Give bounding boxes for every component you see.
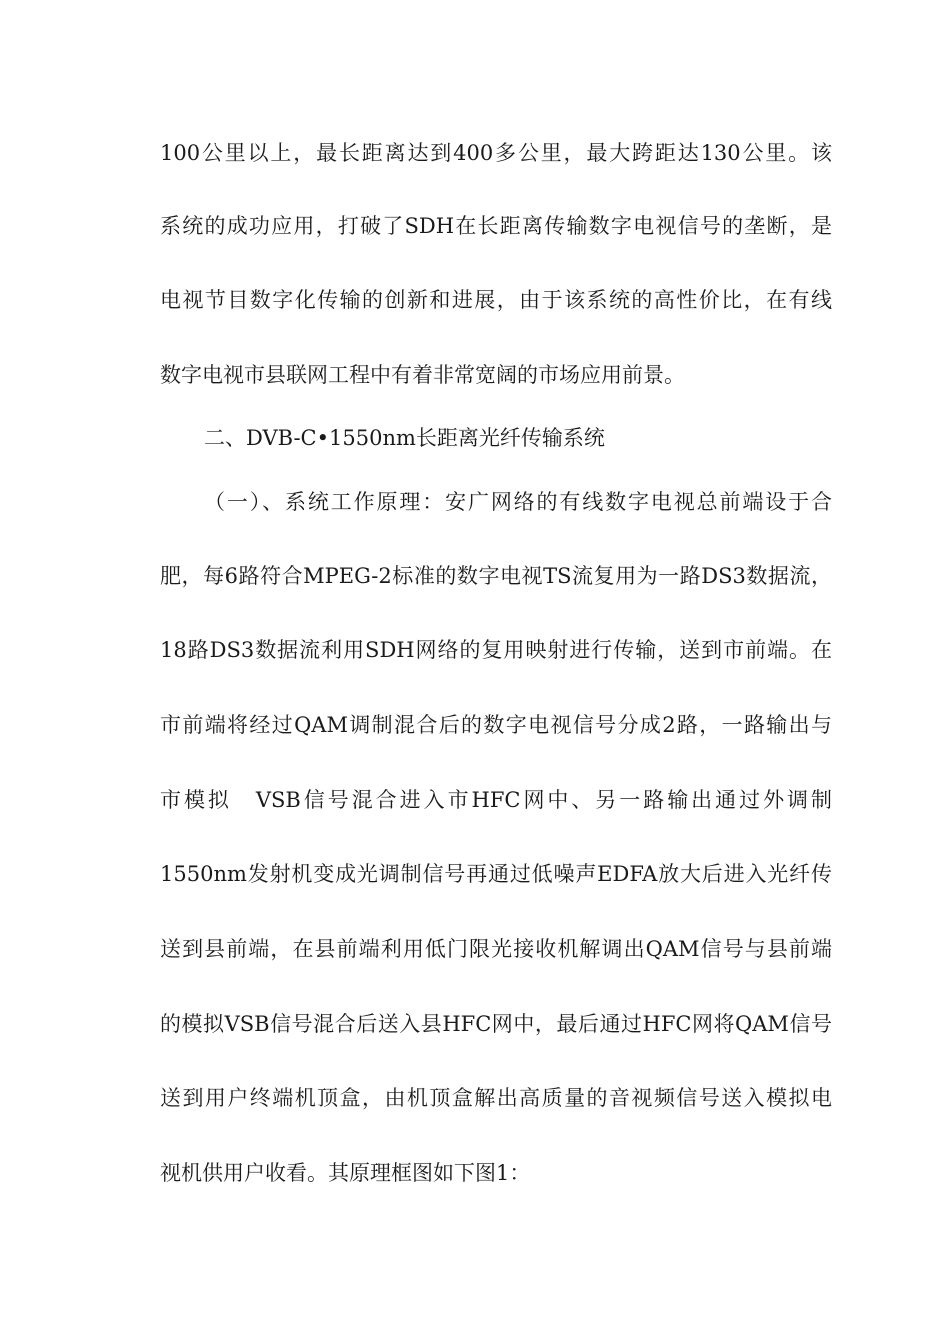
text-line-6: （一）、系统工作原理：安广网络的有线数字电视总前端设于合 bbox=[204, 490, 832, 514]
text-line-10: 市模拟 VSB信号混合进入市HFC网中、另一路输出通过外调制 bbox=[160, 788, 832, 812]
text-line-14: 送到用户终端机顶盒，由机顶盒解出高质量的音视频信号送入模拟电 bbox=[160, 1086, 832, 1110]
text-line-15: 视机供用户收看。其原理框图如下图1： bbox=[160, 1161, 531, 1185]
text-line-1: 100公里以上，最长距离达到400多公里，最大跨距达130公里。该 bbox=[160, 141, 832, 165]
text-line-7: 肥，每6路符合MPEG-2标准的数字电视TS流复用为一路DS3数据流， bbox=[160, 564, 832, 588]
text-line-9: 市前端将经过QAM调制混合后的数字电视信号分成2路，一路输出与 bbox=[160, 713, 832, 737]
section-heading: 二、DVB-C•1550nm长距离光纤传输系统 bbox=[204, 426, 605, 450]
text-line-8: 18路DS3数据流利用SDH网络的复用映射进行传输，送到市前端。在 bbox=[160, 638, 832, 662]
text-line-11: 1550nm发射机变成光调制信号再通过低噪声EDFA放大后进入光纤传 bbox=[160, 862, 832, 886]
text-line-4: 数字电视市县联网工程中有着非常宽阔的市场应用前景。 bbox=[160, 363, 685, 387]
text-line-2: 系统的成功应用，打破了SDH在长距离传输数字电视信号的垄断，是 bbox=[160, 214, 832, 238]
text-line-13: 的模拟VSB信号混合后送入县HFC网中，最后通过HFC网将QAM信号 bbox=[160, 1012, 832, 1036]
text-line-12: 送到县前端，在县前端利用低门限光接收机解调出QAM信号与县前端 bbox=[160, 937, 832, 961]
text-line-3: 电视节目数字化传输的创新和进展，由于该系统的高性价比，在有线 bbox=[160, 288, 832, 312]
